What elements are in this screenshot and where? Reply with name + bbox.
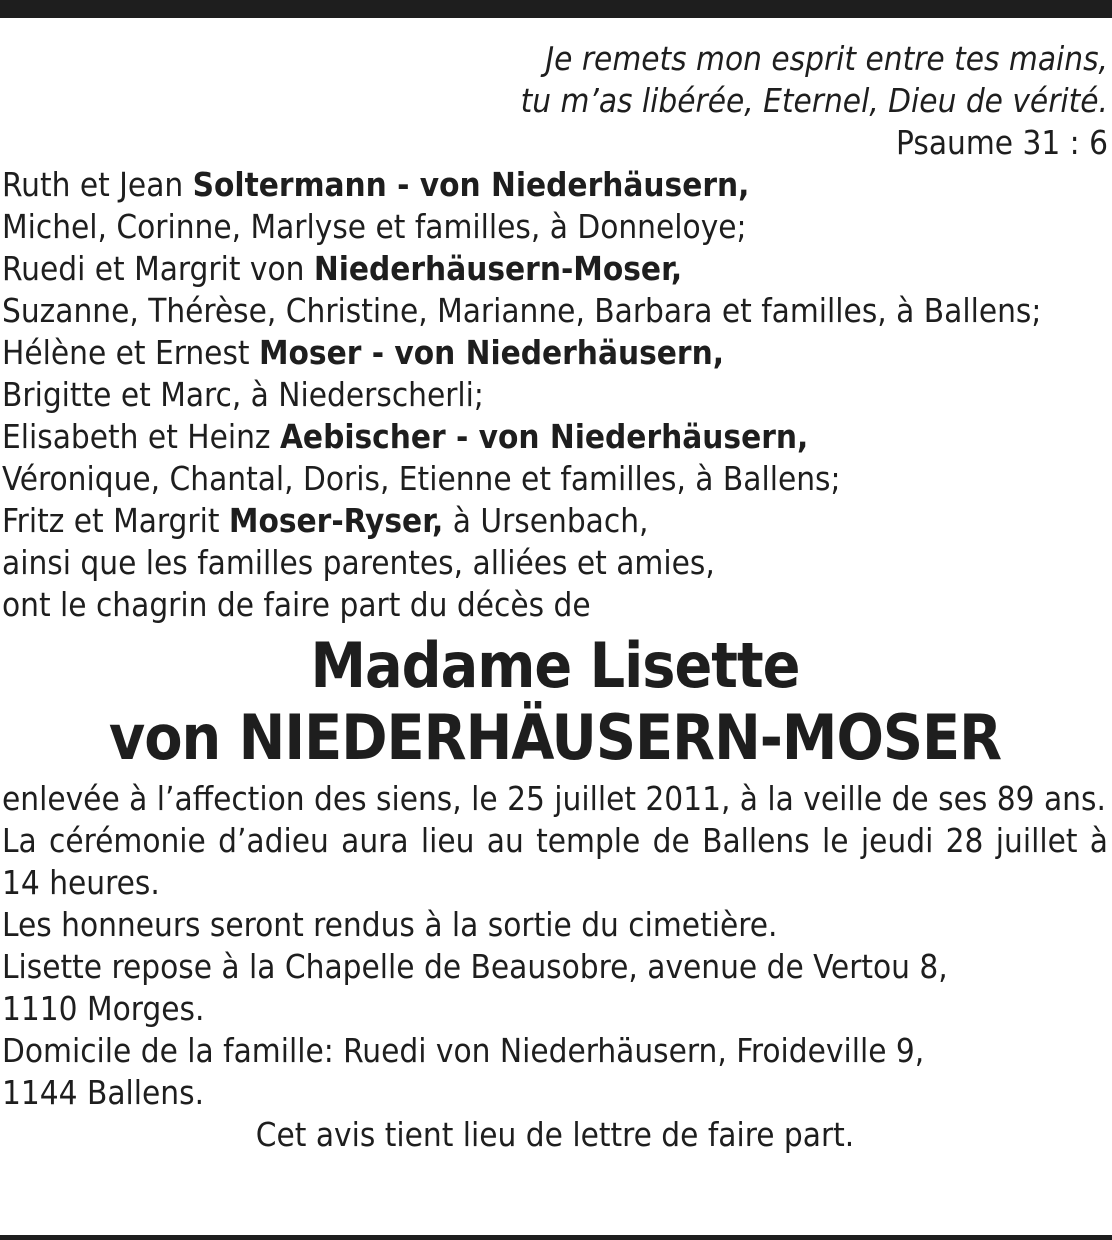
ceremony-text: La cérémonie d’adieu aura lieu au temple de Ballens le jeudi 28 juillet à 14 heures. [2, 821, 1108, 902]
family-line: Fritz et Margrit Moser-Ryser, à Ursenbach, [2, 501, 649, 540]
verse-line-2: tu m’as libérée, Eternel, Dieu de vérité. [520, 81, 1108, 120]
honours-text: Les honneurs seront rendus à la sortie du cimetière. [2, 905, 778, 944]
rest-place-line-2: 1110 Morges. [2, 989, 205, 1028]
family-line: Hélène et Ernest Moser - von Niederhäusern, [2, 333, 724, 372]
family-line: ainsi que les familles parentes, alliées et amies, [2, 543, 715, 582]
family-line: ont le chagrin de faire part du décès de [2, 585, 591, 624]
deceased-name-line-1: Madame Lisette [310, 629, 800, 702]
top-border-rule [0, 0, 1112, 18]
closing-text: Cet avis tient lieu de lettre de faire part. [255, 1115, 855, 1154]
family-line: Suzanne, Thérèse, Christine, Marianne, Barbara et familles, à Ballens; [2, 291, 1042, 330]
family-list [2, 164, 1108, 626]
notice-details [2, 778, 1108, 1156]
death-notice [2, 38, 1108, 1156]
deceased-name-line-2: von NIEDERHÄUSERN-MOSER [108, 701, 1002, 774]
verse-reference: Psaume 31 : 6 [896, 123, 1108, 162]
family-line: Ruedi et Margrit von Niederhäusern-Moser, [2, 249, 683, 288]
verse-line-1: Je remets mon esprit entre tes mains, [545, 39, 1108, 78]
rest-place-line-1: Lisette repose à la Chapelle de Beausobre, avenue de Vertou 8, [2, 947, 948, 986]
family-line: Véronique, Chantal, Doris, Etienne et familles, à Ballens; [2, 459, 841, 498]
bottom-border-rule [0, 1235, 1112, 1240]
family-line: Brigitte et Marc, à Niederscherli; [2, 375, 484, 414]
deceased-name [2, 630, 1108, 774]
family-line: Ruth et Jean Soltermann - von Niederhäusern, [2, 165, 750, 204]
family-line: Michel, Corinne, Marlyse et familles, à Donneloye; [2, 207, 747, 246]
deceased-date-text: enlevée à l’affection des siens, le 25 juillet 2011, à la veille de ses 89 ans. [2, 779, 1106, 818]
family-home-line-2: 1144 Ballens. [2, 1073, 205, 1112]
family-home-line-1: Domicile de la famille: Ruedi von Niederhäusern, Froideville 9, [2, 1031, 925, 1070]
family-line: Elisabeth et Heinz Aebischer - von Niederhäusern, [2, 417, 809, 456]
